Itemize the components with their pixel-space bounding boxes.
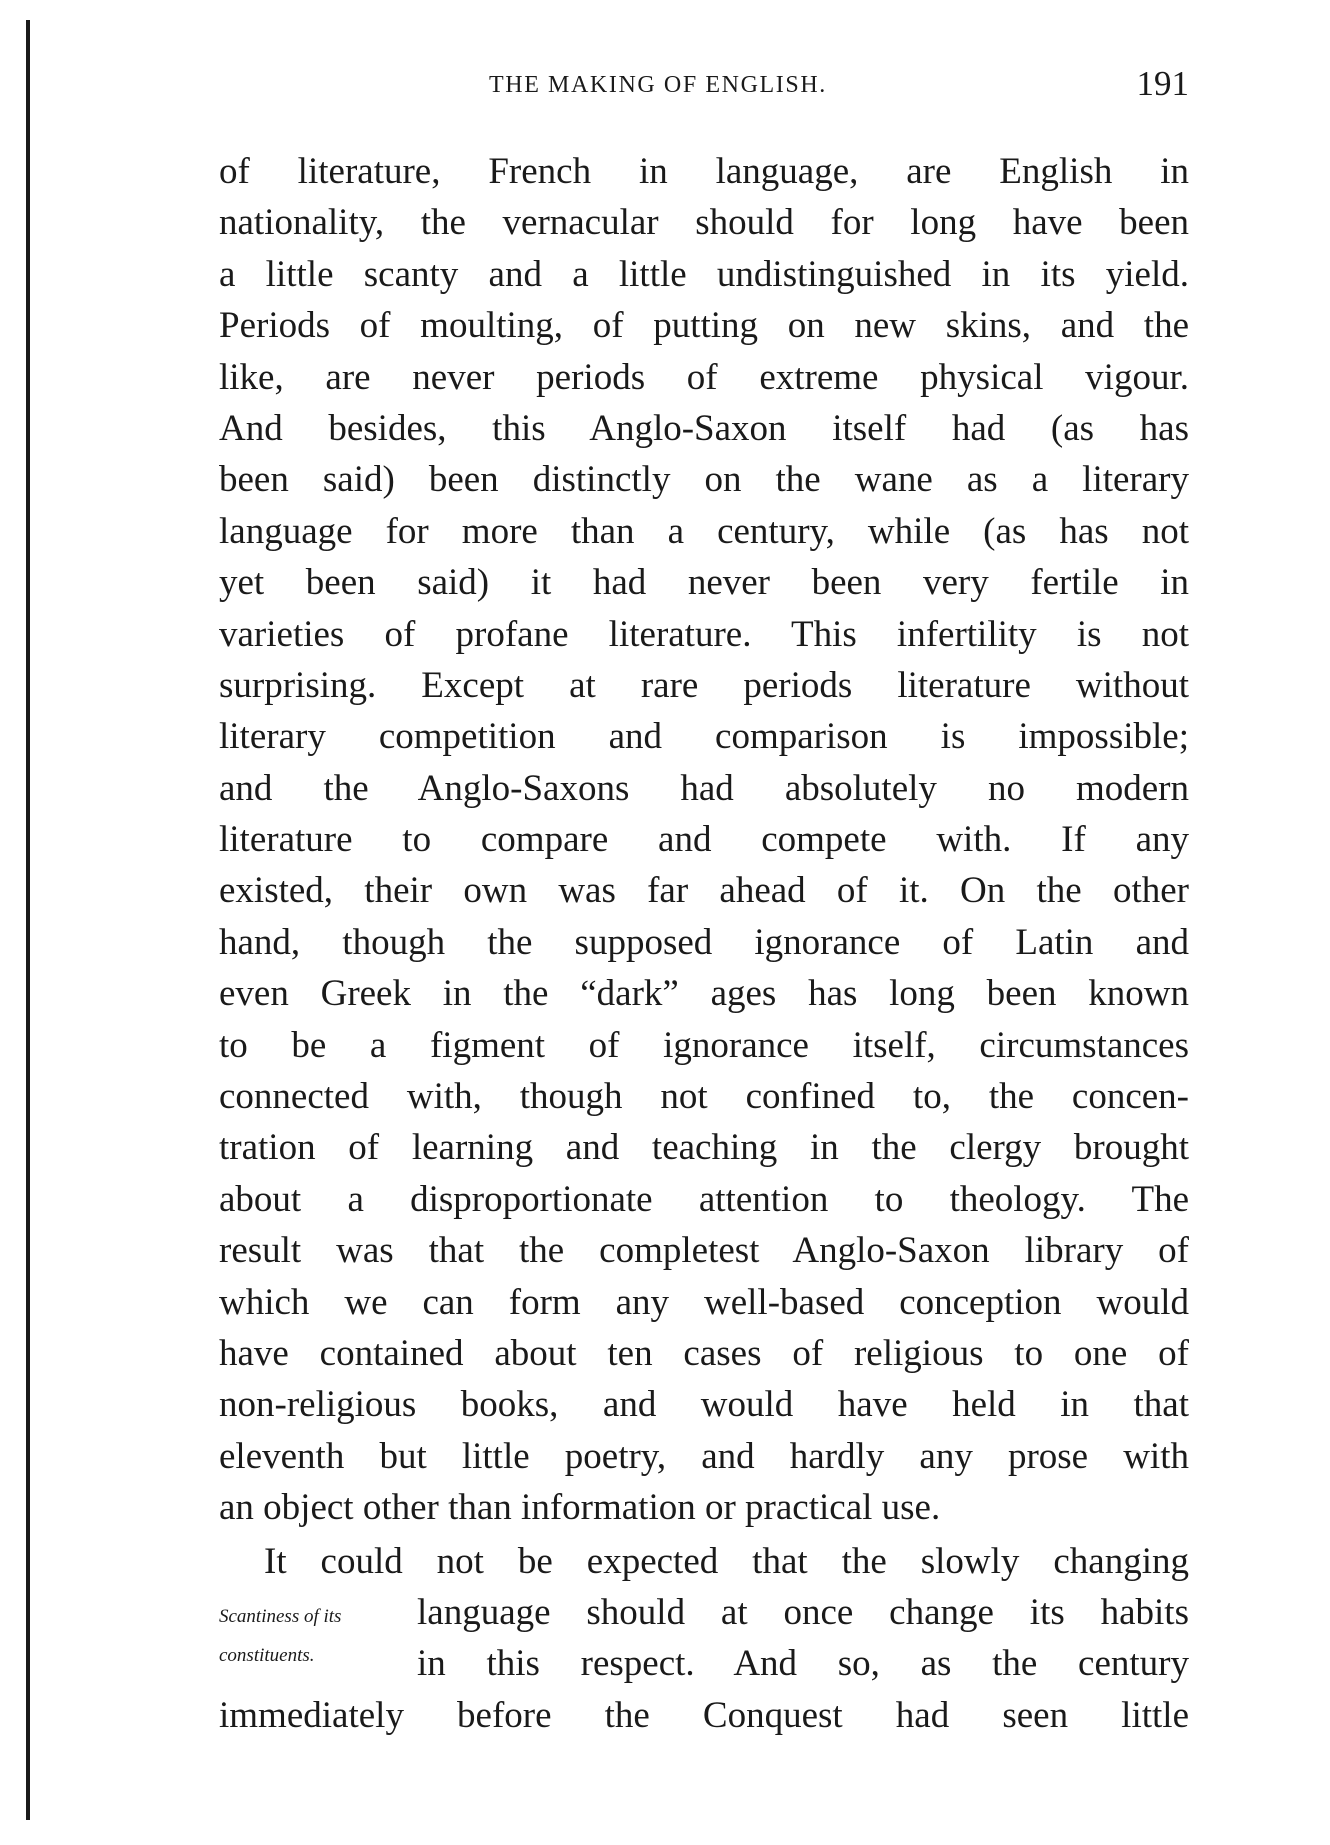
text-line: non-religious books, and would have held in that: [219, 1384, 1189, 1426]
page-number: 191: [1136, 64, 1189, 103]
text-line: Periods of moulting, of putting on new skins, and the: [219, 305, 1189, 347]
text-line: existed, their own was far ahead of it. On the other: [219, 870, 1189, 912]
paragraph-1: [219, 146, 1189, 1534]
text-line: nationality, the vernacular should for long have been: [219, 202, 1189, 244]
text-line: language should at once change its habits: [417, 1591, 1189, 1633]
text-line: And besides, this Anglo-Saxon itself had (as has: [219, 407, 1189, 449]
text-line: eleventh but little poetry, and hardly any prose with: [219, 1435, 1189, 1477]
text-line: surprising. Except at rare periods literature without: [219, 664, 1189, 706]
paragraph-2: [219, 1536, 1189, 1742]
text-line: yet been said) it had never been very fertile in: [219, 562, 1189, 604]
page-header: [219, 64, 1189, 110]
text-line: to be a figment of ignorance itself, circumstances: [219, 1024, 1189, 1066]
text-line: in this respect. And so, as the century: [417, 1643, 1189, 1685]
text-line: literature to compare and compete with. If any: [219, 819, 1189, 861]
text-line: hand, though the supposed ignorance of Latin and: [219, 921, 1189, 963]
text-line: connected with, though not confined to, the concen-: [219, 1076, 1189, 1118]
text-line: tration of learning and teaching in the clergy brought: [219, 1127, 1189, 1169]
sidenote-line: Scantiness of its: [219, 1605, 342, 1627]
text-line: language for more than a century, while (as has not: [219, 510, 1189, 552]
text-line: result was that the completest Anglo-Saxon library of: [219, 1230, 1189, 1272]
text-line: literary competition and comparison is impossible;: [219, 716, 1189, 758]
text-line: of literature, French in language, are English in: [219, 151, 1189, 192]
text-line: which we can form any well-based conception would: [219, 1281, 1189, 1323]
text-line: a little scanty and a little undistinguished in its yield.: [219, 253, 1189, 295]
sidenote-row: [219, 1638, 1189, 1689]
running-title: THE MAKING OF ENGLISH.: [489, 72, 827, 98]
text-line: have contained about ten cases of religious to one of: [219, 1332, 1189, 1374]
body-text: [219, 146, 1189, 1741]
text-line: varieties of profane literature. This infertility is not: [219, 613, 1189, 655]
text-line: like, are never periods of extreme physical vigour.: [219, 356, 1189, 398]
text-line: been said) been distinctly on the wane as a literary: [219, 459, 1189, 501]
binding-edge: [26, 20, 30, 1820]
text-line: immediately before the Conquest had seen little: [219, 1694, 1189, 1736]
text-line: an object other than information or practical use.: [219, 1487, 941, 1529]
text-line: and the Anglo-Saxons had absolutely no modern: [219, 767, 1189, 809]
sidenote-line: constituents.: [219, 1645, 315, 1667]
text-line: It could not be expected that the slowly changing: [264, 1540, 1189, 1582]
text-line: about a disproportionate attention to theology. The: [219, 1178, 1189, 1220]
text-line: even Greek in the “dark” ages has long been known: [219, 973, 1189, 1015]
